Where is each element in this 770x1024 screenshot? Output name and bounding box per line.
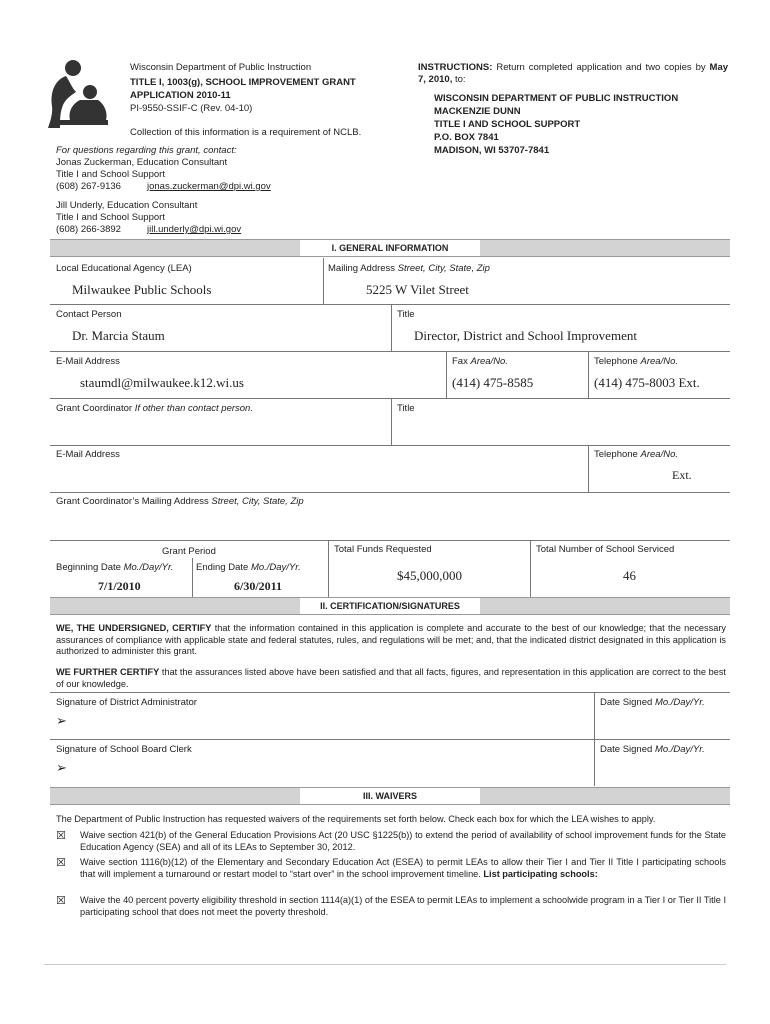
coordinator-telephone-label-text: Telephone [594, 449, 638, 460]
address-line-4: P.O. BOX 7841 [434, 132, 499, 143]
contact-person-field[interactable]: Dr. Marcia Staum [72, 328, 165, 343]
divider [50, 540, 730, 541]
beginning-date-label-text: Beginning Date [56, 562, 121, 573]
contact1-dept: Title I and School Support [56, 169, 165, 180]
coordinator-email-field[interactable] [56, 464, 581, 488]
clerk-date-field[interactable] [600, 760, 726, 784]
coordinator-mailing-address-label [56, 496, 304, 507]
waiver-3-text: Waive the 40 percent poverty eligibility threshold in section 1114(a)(1) of the ESEA to permit LEAs to implement a schoolwide program in a Tier I or Tier II Title I participating school that does not meet the poverty threshold. [80, 895, 726, 917]
section-2-band [50, 597, 730, 615]
clerk-date-label [600, 744, 705, 755]
waiver-3-checkbox[interactable]: ☒ [56, 895, 66, 907]
email-field[interactable]: staumdl@milwaukee.k12.wi.us [80, 375, 244, 390]
ending-date-label-text: Ending Date [196, 562, 249, 573]
fax-label [452, 356, 508, 367]
address-line-2: MACKENZIE DUNN [434, 106, 521, 117]
grant-coordinator-label-hint: If other than contact person. [134, 403, 253, 414]
telephone-label-hint: Area/No. [640, 356, 678, 367]
further-certify-text: that the assurances listed above have been satisfied and that all facts, figures, and representation in this application are correct to the best of our knowledge. [56, 667, 726, 689]
coordinator-mailing-address-field[interactable] [56, 510, 726, 536]
grant-period-label: Grant Period [162, 546, 216, 557]
waiver-1-checkbox[interactable]: ☒ [56, 830, 66, 842]
mailing-address-label-hint: Street, City, State, Zip [397, 263, 490, 274]
coordinator-title-label: Title [397, 403, 415, 414]
coordinator-mailing-address-label-text: Grant Coordinator’s Mailing Address [56, 496, 209, 507]
further-certify-bold: WE FURTHER CERTIFY [56, 667, 160, 677]
admin-date-label-text: Date Signed [600, 697, 653, 708]
divider [192, 558, 193, 597]
divider [391, 304, 392, 351]
contact2-dept: Title I and School Support [56, 212, 165, 223]
section-1-heading: I. GENERAL INFORMATION [300, 240, 480, 256]
form-number: PI-9550-SSIF-C (Rev. 04-10) [130, 103, 253, 114]
contact-person-label: Contact Person [56, 309, 122, 320]
nclb-note: Collection of this information is a requirement of NCLB. [130, 127, 362, 138]
telephone-field[interactable]: (414) 475-8003 Ext. [594, 375, 700, 390]
instructions-label: INSTRUCTIONS: [418, 62, 493, 73]
waiver-2-checkbox[interactable]: ☒ [56, 857, 66, 869]
divider [391, 398, 392, 445]
return-address [434, 92, 678, 157]
divider [594, 739, 595, 786]
form-title-1: TITLE I, 1003(g), SCHOOL IMPROVEMENT GRANT [130, 77, 356, 88]
grant-coordinator-field[interactable] [56, 418, 386, 442]
instructions [418, 62, 728, 85]
admin-date-label-hint: Mo./Day/Yr. [654, 697, 705, 708]
clerk-date-label-text: Date Signed [600, 744, 653, 755]
divider [50, 445, 730, 446]
beginning-date-label [56, 562, 173, 573]
ending-date-field[interactable]: 6/30/2011 [234, 579, 283, 593]
arrow-icon: ➢ [56, 713, 67, 728]
further-certification-paragraph [56, 667, 726, 690]
address-line-3: TITLE I AND SCHOOL SUPPORT [434, 119, 581, 130]
waiver-1-text: Waive section 421(b) of the General Education Provisions Act (20 USC §1225(b)) to extend the period of availability of school improvement funds for the State Education Agency (SEA) and all of its LEAs to September 30, 2012. [80, 830, 726, 852]
divider [328, 540, 329, 597]
clerk-signature-field[interactable] [56, 760, 586, 784]
divider [588, 351, 589, 398]
mailing-address-field[interactable]: 5225 W Vilet Street [366, 282, 469, 297]
divider [50, 739, 730, 740]
section-3-band [50, 787, 730, 805]
coordinator-telephone-label [594, 449, 678, 460]
certify-bold: WE, THE UNDERSIGNED, CERTIFY [56, 623, 212, 633]
contact2-phone: (608) 266-3892 [56, 224, 121, 235]
divider [50, 398, 730, 399]
waiver-2-body: Waive section 1116(b)(12) of the Elementary and Secondary Education Act (ESEA) to permit LEAs to allow their Tier I and Tier II Title I participating schools that will implement a turnaround or restart model to “start over” in the school improvement timeline. [80, 857, 726, 879]
contact2-name: Jill Underly, Education Consultant [56, 200, 198, 211]
form-title-2: APPLICATION 2010-11 [130, 90, 231, 101]
section-1-band [50, 239, 730, 257]
grant-coordinator-label-text: Grant Coordinator [56, 403, 133, 414]
section-2-heading: II. CERTIFICATION/SIGNATURES [300, 598, 480, 614]
fax-label-text: Fax [452, 356, 468, 367]
divider [50, 692, 730, 693]
beginning-date-label-hint: Mo./Day/Yr. [123, 562, 174, 573]
agency-name: Wisconsin Department of Public Instruction [130, 62, 312, 73]
grant-coordinator-label [56, 403, 253, 414]
admin-date-label [600, 697, 705, 708]
title-field[interactable]: Director, District and School Improvement [414, 328, 637, 343]
mailing-address-label-text: Mailing Address [328, 263, 396, 274]
total-schools-field[interactable]: 46 [623, 568, 636, 583]
section-3-heading: III. WAIVERS [300, 788, 480, 804]
certification-paragraph [56, 623, 726, 658]
coordinator-email-label: E-Mail Address [56, 449, 120, 460]
admin-signature-field[interactable] [56, 713, 586, 737]
mailing-address-label [328, 263, 490, 274]
waivers-intro: The Department of Public Instruction has requested waivers of the requirements set forth below. Check each box for which the LEA wishes to apply. [56, 814, 656, 824]
fax-label-hint: Area/No. [470, 356, 508, 367]
total-schools-label: Total Number of School Serviced [536, 544, 675, 555]
clerk-signature-label: Signature of School Board Clerk [56, 744, 192, 755]
total-funds-label: Total Funds Requested [334, 544, 432, 555]
divider [588, 445, 589, 492]
instructions-text: Return completed application and two copies by [496, 62, 706, 73]
lea-field[interactable]: Milwaukee Public Schools [72, 282, 212, 297]
admin-date-field[interactable] [600, 713, 726, 737]
divider [594, 692, 595, 739]
coordinator-title-field[interactable] [397, 418, 727, 442]
coordinator-telephone-field[interactable]: Ext. [672, 468, 692, 482]
email-label: E-Mail Address [56, 356, 120, 367]
beginning-date-field[interactable]: 7/1/2010 [98, 579, 141, 593]
address-line-1: WISCONSIN DEPARTMENT OF PUBLIC INSTRUCTION [434, 93, 679, 104]
telephone-label-text: Telephone [594, 356, 638, 367]
title-label: Title [397, 309, 415, 320]
instructions-date: May 7, 2010, [418, 62, 729, 85]
contact1-phone: (608) 267-9136 [56, 181, 121, 192]
contact1-email[interactable]: jonas.zuckerman@dpi.wi.gov [147, 181, 271, 192]
contact2-email[interactable]: jill.underly@dpi.wi.gov [147, 224, 242, 235]
certify-text: that the information contained in this application is complete and accurate to the best of our knowledge; that the necessary assurances of compliance with applicable state and federal statutes, rules, and regulations will be met; and, that the indicated district designated in this application is authorized to administer this grant. [56, 623, 726, 656]
waiver-2-text [80, 857, 726, 880]
footer-rule [44, 964, 726, 965]
contact1-name: Jonas Zuckerman, Education Consultant [56, 157, 228, 168]
fax-field[interactable]: (414) 475-8585 [452, 375, 534, 390]
address-line-5: MADISON, WI 53707-7841 [434, 145, 550, 156]
total-funds-field[interactable]: $45,000,000 [397, 568, 462, 583]
telephone-label [594, 356, 678, 367]
coordinator-mailing-address-label-hint: Street, City, State, Zip [211, 496, 304, 507]
instructions-to: to: [454, 73, 466, 85]
arrow-icon: ➢ [56, 760, 67, 775]
divider [50, 304, 730, 305]
divider [50, 351, 730, 352]
divider [446, 351, 447, 398]
divider [530, 540, 531, 597]
divider [323, 258, 324, 304]
lea-label: Local Educational Agency (LEA) [56, 263, 192, 274]
ending-date-label [196, 562, 301, 573]
ending-date-label-hint: Mo./Day/Yr. [250, 562, 301, 573]
questions-heading: For questions regarding this grant, contact: [56, 145, 237, 156]
coordinator-telephone-label-hint: Area/No. [640, 449, 678, 460]
dpi-logo [46, 58, 116, 130]
divider [50, 492, 730, 493]
admin-signature-label: Signature of District Administrator [56, 697, 197, 708]
waiver-2-list-label: List participating schools: [483, 868, 598, 879]
clerk-date-label-hint: Mo./Day/Yr. [654, 744, 705, 755]
